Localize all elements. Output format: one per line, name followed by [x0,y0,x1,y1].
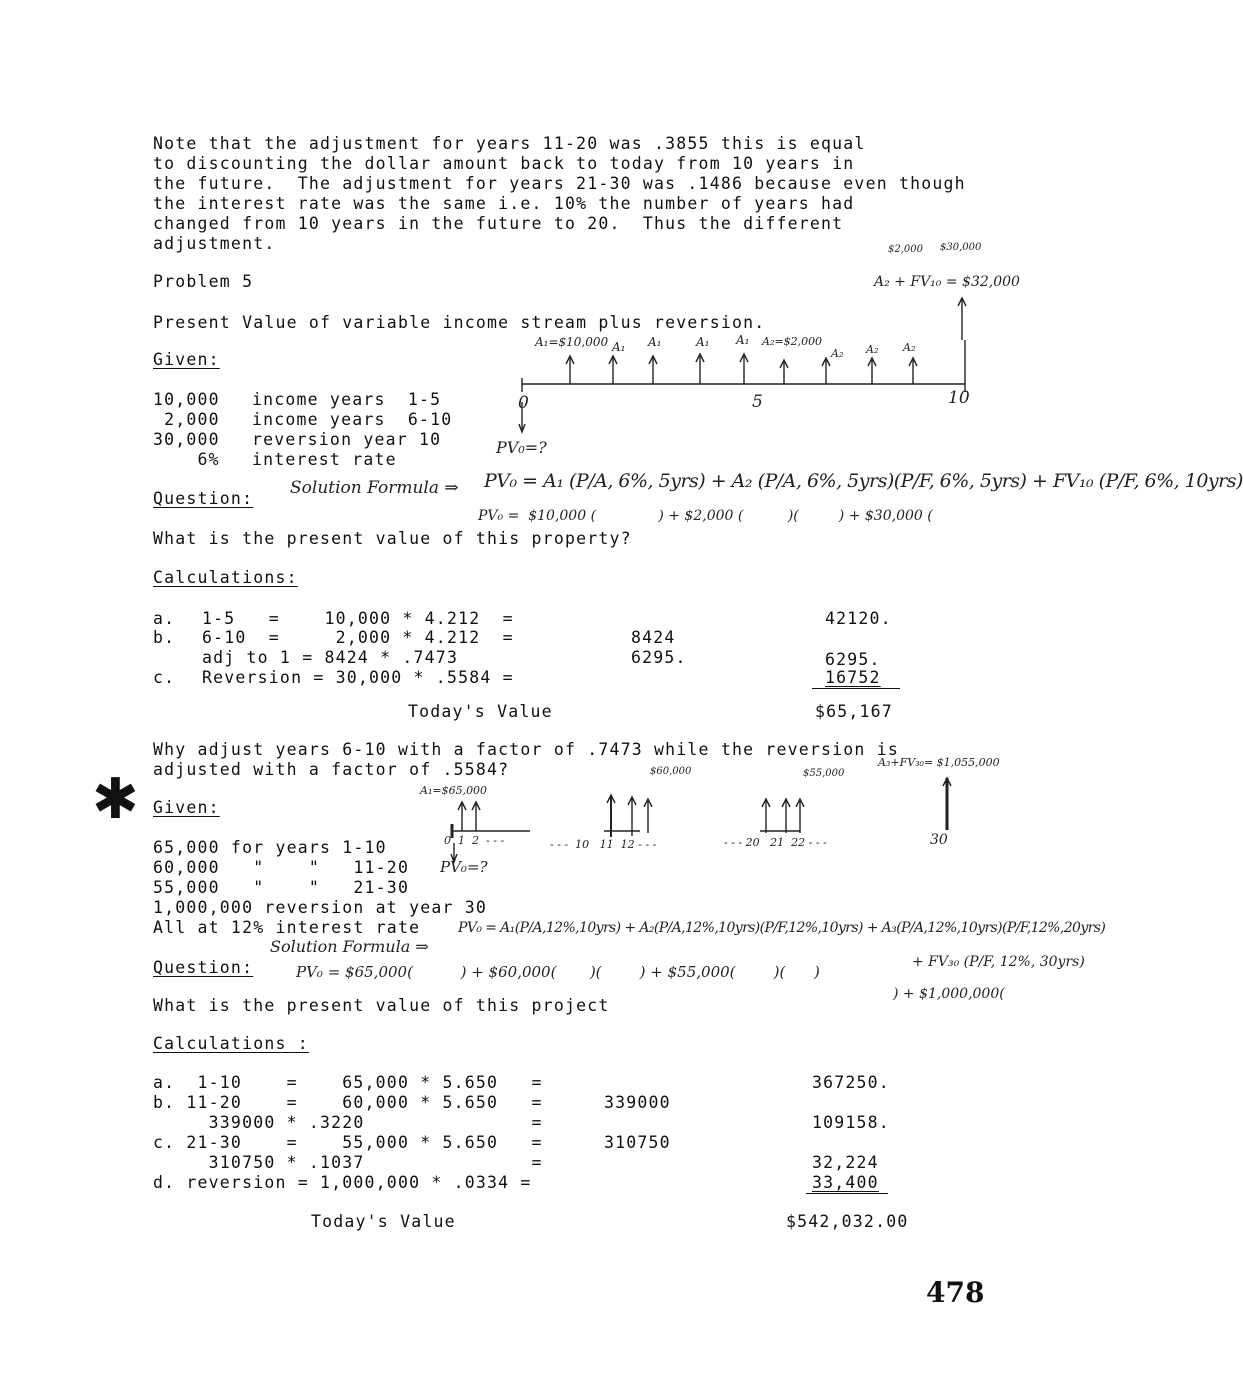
problem5-given-label: Given: [153,350,220,369]
intro-line-1: Note that the adjustment for years 11-20 was .3855 this is equal [153,134,866,153]
p5-a2-label-2: A₂ [831,347,844,360]
p5-a-label-2: A₁ [612,340,626,354]
p6-a2-label: $60,000 [650,766,692,777]
p6-given-2: 60,000 " " 11-20 [153,858,410,877]
problem5-question: What is the present value of this property? [153,529,632,548]
p5-a-label-3: A₁ [648,335,662,349]
p6-calc-a-right: 367250. [812,1073,890,1092]
intro-line-4: the interest rate was the same i.e. 10% the number of years had [153,194,855,213]
p5-a2-label: A₂=$2,000 [762,335,823,348]
p6-calc-label: Calculations : [153,1034,309,1053]
calc-a-expr: 1-5 = 10,000 * 4.212 = [202,609,514,628]
p6-top-label: A₃+FV₃₀= $1,055,000 [878,756,1000,769]
p6-ticks-right: - - - 20 21 22 - - - [724,836,827,849]
star-mark: ✱ [92,767,139,832]
given-amount-4: 6% [153,450,220,469]
p6-calc-a: a. 1-10 = 65,000 * 5.650 = [153,1073,543,1092]
calc-a-label: a. [153,609,176,628]
calc-c-expr: Reversion = 30,000 * .5584 = [202,668,514,687]
p5-top-label: A₂ + FV₁₀ = $32,000 [874,274,1020,290]
p6-calc-b2-right: 109158. [812,1113,890,1132]
p6-given-1: 65,000 for years 1-10 [153,838,387,857]
problem5-question-label: Question: [153,489,254,508]
p5-formula-label: Solution Formula ⇒ [290,478,459,498]
p6-calc-b-mid: 339000 [604,1093,671,1112]
p6-a3-label: $55,000 [803,768,845,779]
p5-a-label-4: A₁ [696,335,710,349]
intro-line-3: the future. The adjustment for years 21-30 was .1486 because even though [153,174,966,193]
p6-question-label: Question: [153,958,254,977]
p6-why-2: adjusted with a factor of .5584? [153,760,510,779]
p6-given-4: 1,000,000 reversion at year 30 [153,898,488,917]
p6-calc-b2: 339000 * .3220 = [153,1113,543,1132]
problem5-heading: Problem 5 [153,272,254,291]
problem5-title: Present Value of variable income stream plus reversion. [153,313,766,332]
p6-question: What is the present value of this project [153,996,610,1015]
given-amount-3: 30,000 [153,430,220,449]
intro-line-6: adjustment. [153,234,276,253]
p6-calc-d-right: 33,400 [812,1173,879,1192]
p5-top-small-2: $30,000 [940,242,982,253]
calc-b-mid: 8424 [631,628,676,647]
page-number: 478 [926,1276,985,1309]
calc-b-expr: 6-10 = 2,000 * 4.212 = [202,628,514,647]
p5-tick-5: 5 [752,392,763,412]
p6-calc-d: d. reversion = 1,000,000 * .0334 = [153,1173,532,1192]
p6-given-3: 55,000 " " 21-30 [153,878,410,897]
calc-adj-mid: 6295. [631,648,687,667]
p6-calc-c2-right: 32,224 [812,1153,879,1172]
calc-adj-right: 6295. [825,650,881,669]
p5-a2-label-4: A₂ [903,341,916,354]
p5-a2-label-3: A₂ [866,343,879,356]
given-desc-2: income years 6-10 [252,410,453,429]
p6-calc-c2: 310750 * .1037 = [153,1153,543,1172]
p6-pv0: PV₀=? [440,858,488,876]
p6-ticks-left: 0 1 2 - - - [444,834,505,847]
calc-c-right: 16752 [825,668,881,687]
p6-ticks-mid: - - - 10 11 12 - - - [550,838,657,851]
p5-pv-formula: PV₀ = A₁ (P/A, 6%, 5yrs) + A₂ (P/A, 6%, 5yrs)(P/F, 6%, 5yrs) + FV₁₀ (P/F, 6%, 10yrs) [484,470,1243,492]
p6-calc-c: c. 21-30 = 55,000 * 5.650 = [153,1133,543,1152]
intro-line-2: to discounting the dollar amount back to today from 10 years in [153,154,855,173]
given-desc-4: interest rate [252,450,397,469]
p5-top-small-1: $2,000 [888,244,923,255]
calc-b-label: b. [153,628,176,647]
p6-calc-b: b. 11-20 = 60,000 * 5.650 = [153,1093,543,1112]
given-amount-2: 2,000 [153,410,220,429]
p6-pv-values: PV₀ = $65,000( ) + $60,000( )( ) + $55,000( )( ) [296,963,820,981]
given-desc-1: income years 1-5 [252,390,442,409]
p6-formula-label: Solution Formula ⇒ [270,937,429,956]
problem5-calc-label: Calculations: [153,568,298,587]
p5-a-label-5: A₁ [736,333,750,347]
p6-pv-formula-2: + FV₃₀ (P/F, 12%, 30yrs) [912,954,1085,970]
p6-total-label: Today's Value [311,1212,456,1231]
p6-total: $542,032.00 [786,1212,909,1231]
p6-a1-label: A₁=$65,000 [420,784,488,797]
p5-pv-values: PV₀ = $10,000 ( ) + $2,000 ( )( ) + $30,000 ( [478,508,933,524]
calc-adj-expr: adj to 1 = 8424 * .7473 [202,648,459,667]
p5-pv0: PV₀=? [496,438,547,457]
calc-a-right: 42120. [825,609,892,628]
problem5-total: $65,167 [815,702,893,721]
p6-calc-c-mid: 310750 [604,1133,671,1152]
given-amount-1: 10,000 [153,390,220,409]
given-desc-3: reversion year 10 [252,430,442,449]
intro-line-5: changed from 10 years in the future to 20. Thus the different [153,214,844,233]
p6-why-1: Why adjust years 6-10 with a factor of .7473 while the reversion is [153,740,899,759]
p5-tick-10: 10 [948,388,970,408]
calc-c-label: c. [153,668,176,687]
p5-tick-0: 0 [518,393,529,413]
p6-given-5: All at 12% interest rate [153,918,421,937]
problem5-total-label: Today's Value [408,702,553,721]
p6-pv-formula: PV₀ = A₁(P/A,12%,10yrs) + A₂(P/A,12%,10yrs)(P/F,12%,10yrs) + A₃(P/A,12%,10yrs)(P/F,12%,20yrs) [458,920,1106,936]
p6-tick-30: 30 [930,832,948,848]
p6-given-label: Given: [153,798,220,817]
p6-pv-values-2: ) + $1,000,000( [893,986,1005,1002]
p5-a1-label: A₁=$10,000 [535,335,609,349]
